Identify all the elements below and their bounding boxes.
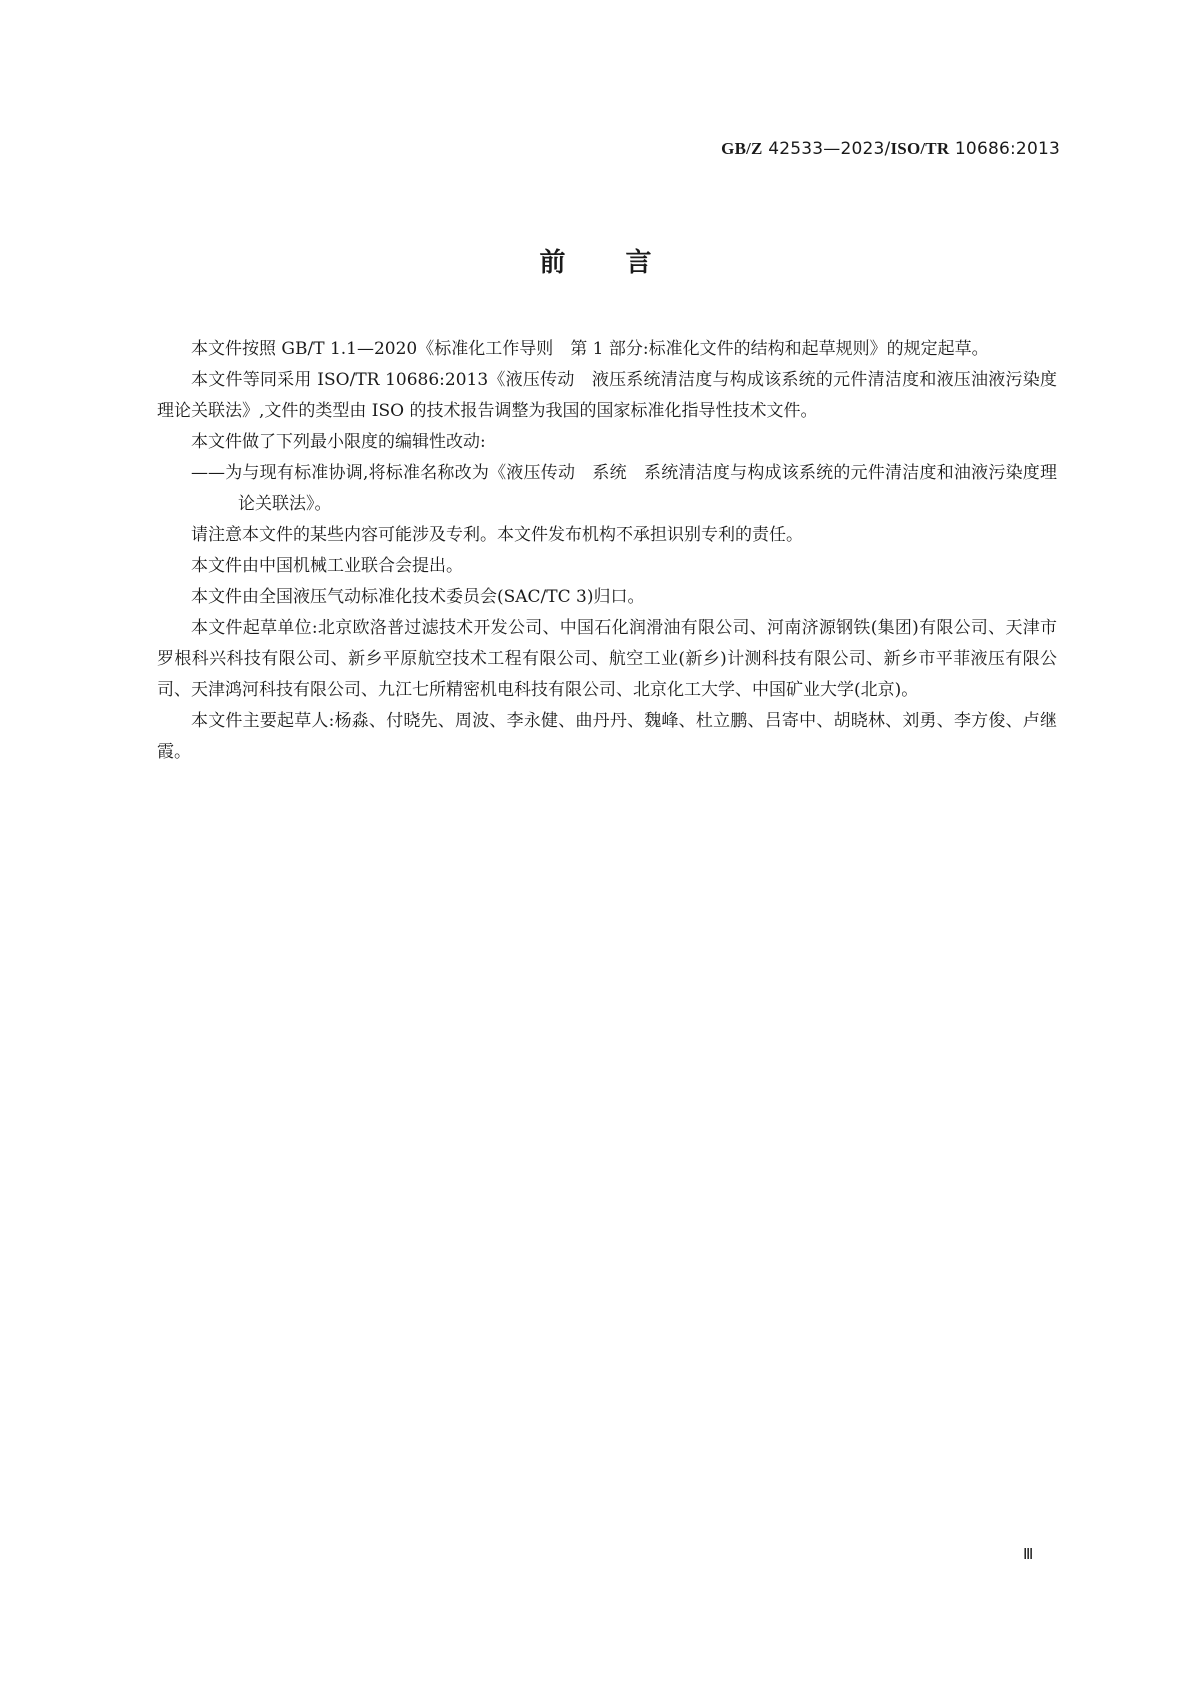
paragraph-patent-notice: 请注意本文件的某些内容可能涉及专利。本文件发布机构不承担识别专利的责任。 (191, 525, 803, 545)
paragraph-committee: 本文件由全国液压气动标准化技术委员会(SAC/TC 3)归口。 (191, 587, 645, 607)
paragraph-editorial-changes: 本文件做了下列最小限度的编辑性改动: (191, 432, 486, 452)
list-item-name-change: ——为与现有标准协调,将标准名称改为《液压传动 系统 系统清洁度与构成该系统的元件清洁度和油液污染度理论关联法》。 (191, 463, 1057, 514)
page-title: 前言 (539, 248, 712, 278)
standard-code-number: 42533—2023/ (762, 139, 891, 159)
foreword-body (157, 334, 1057, 768)
paragraph-drafting-units: 本文件起草单位:北京欧洛普过滤技术开发公司、中国石化润滑油有限公司、河南济源钢铁(集团)有限公司、天津市罗根科兴科技有限公司、新乡平原航空技术工程有限公司、航空工业(新乡)计测科技有限公司、新乡市平菲液压有限公司、天津鸿河科技有限公司、九江七所精密机电科技有限公司、北京化工大学、中国矿业大学(北京)。 (157, 618, 1057, 700)
paragraph-drafting-rules: 本文件按照 GB/T 1.1—2020《标准化工作导则 第 1 部分:标准化文件的结构和起草规则》的规定起草。 (191, 339, 989, 359)
page-number: Ⅲ (1023, 1547, 1034, 1563)
iso-prefix: ISO/TR (890, 139, 950, 158)
standard-code (721, 139, 1060, 159)
iso-number: 10686:2013 (949, 139, 1060, 159)
paragraph-adoption: 本文件等同采用 ISO/TR 10686:2013《液压传动 液压系统清洁度与构成该系统的元件清洁度和液压油液污染度理论关联法》,文件的类型由 ISO 的技术报告调整为我国的国家标准化指导性技术文件。 (157, 370, 1057, 421)
paragraph-drafters: 本文件主要起草人:杨淼、付晓先、周波、李永健、曲丹丹、魏峰、杜立鹏、吕寄中、胡晓林、刘勇、李方俊、卢继霞。 (157, 711, 1057, 762)
standard-code-prefix: GB/Z (721, 139, 763, 158)
paragraph-proposer: 本文件由中国机械工业联合会提出。 (191, 556, 463, 576)
